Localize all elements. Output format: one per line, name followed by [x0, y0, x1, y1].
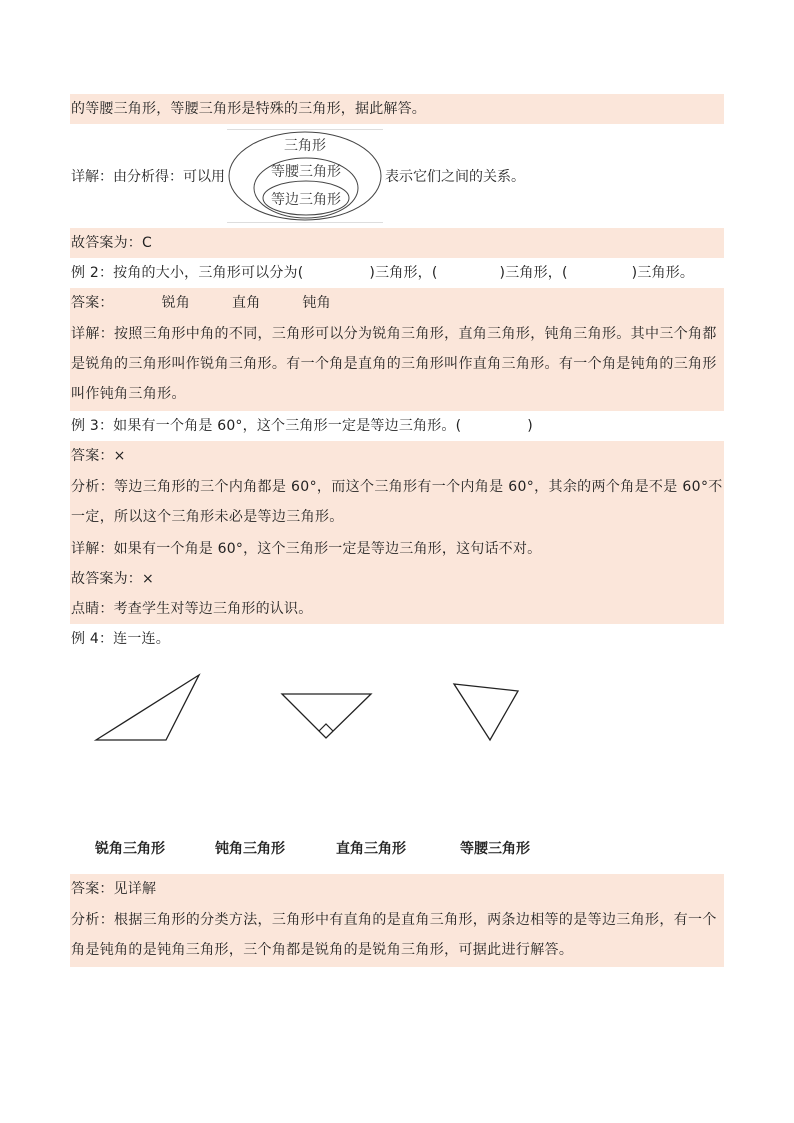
acute-triangle-shape — [454, 684, 518, 740]
example-3-detail: 详解：如果有一个角是 60°，这个三角形一定是等边三角形，这句话不对。 — [70, 534, 724, 564]
example-2-answer — [70, 288, 724, 318]
example-2-detail: 详解：按照三角形中角的不同，三角形可以分为锐角三角形，直角三角形，钝角三角形。其中三个角都是锐角的三角形叫作锐角三角形。有一个角是直角的三角形叫作直角三角形。有一个角是钝角的三角形叫作钝角三角形。 — [70, 318, 724, 411]
venn-middle-label: 等腰三角形 — [271, 164, 341, 180]
ex3-question-text: 例 3：如果有一个角是 60°，这个三角形一定是等边三角形。( — [71, 418, 462, 434]
example-3-question — [70, 411, 724, 441]
example-4-answer-block — [70, 874, 724, 967]
example-4-analysis: 分析：根据三角形的分类方法，三角形中有直角的是直角三角形，两条边相等的是等边三角形，有一个角是钝角的是钝角三角形，三个角都是锐角的是锐角三角形，可据此进行解答。 — [70, 904, 724, 967]
detail-suffix: 表示它们之间的关系。 — [385, 169, 525, 185]
label-acute: 锐角三角形 — [95, 841, 165, 857]
ex2-part-a: 例 2：按角的大小，三角形可以分为( — [71, 265, 304, 281]
obtuse-triangle-shape — [96, 675, 199, 740]
ex2-answer-label: 答案： — [71, 295, 114, 311]
text-line: 的等腰三角形，等腰三角形是特殊的三角形，据此解答。 — [70, 94, 724, 124]
example-3-comment: 点睛：考查学生对等边三角形的认识。 — [70, 594, 724, 624]
detail-prefix: 详解：由分析得：可以用 — [71, 169, 225, 185]
ex2-part-b: )三角形，( — [369, 265, 438, 281]
venn-outer-label: 三角形 — [284, 138, 326, 154]
ex2-part-d: )三角形。 — [631, 265, 695, 281]
triangle-name-labels — [0, 838, 794, 858]
example-4-answer: 答案：见详解 — [70, 874, 724, 904]
example-2-question — [70, 258, 724, 288]
answer-line: 故答案为：C — [70, 228, 724, 258]
label-right: 直角三角形 — [336, 841, 406, 857]
right-angle-marker — [319, 724, 333, 731]
example-3-analysis: 分析：等边三角形的三个内角都是 60°，而这个三角形有一个内角是 60°，其余的两个角是不是 60°不一定，所以这个三角形未必是等边三角形。 — [70, 471, 724, 534]
label-obtuse: 钝角三角形 — [215, 841, 285, 857]
venn-inner-label: 等边三角形 — [271, 192, 341, 208]
venn-diagram — [227, 129, 383, 223]
ex3-question-end: ) — [527, 418, 533, 434]
ex2-answer-1: 锐角 — [161, 295, 191, 311]
ex2-answer-3: 钝角 — [302, 295, 331, 311]
example-3-final: 故答案为：× — [70, 564, 724, 594]
example-4-question: 例 4：连一连。 — [71, 631, 170, 647]
right-triangle-shape — [282, 694, 371, 738]
document-page — [70, 94, 724, 654]
label-isosceles: 等腰三角形 — [460, 841, 530, 857]
ex2-answer-2: 直角 — [232, 295, 261, 311]
ex2-part-c: )三角形，( — [499, 265, 568, 281]
venn-row — [70, 124, 724, 228]
example-3-answer: 答案：× — [70, 441, 724, 471]
